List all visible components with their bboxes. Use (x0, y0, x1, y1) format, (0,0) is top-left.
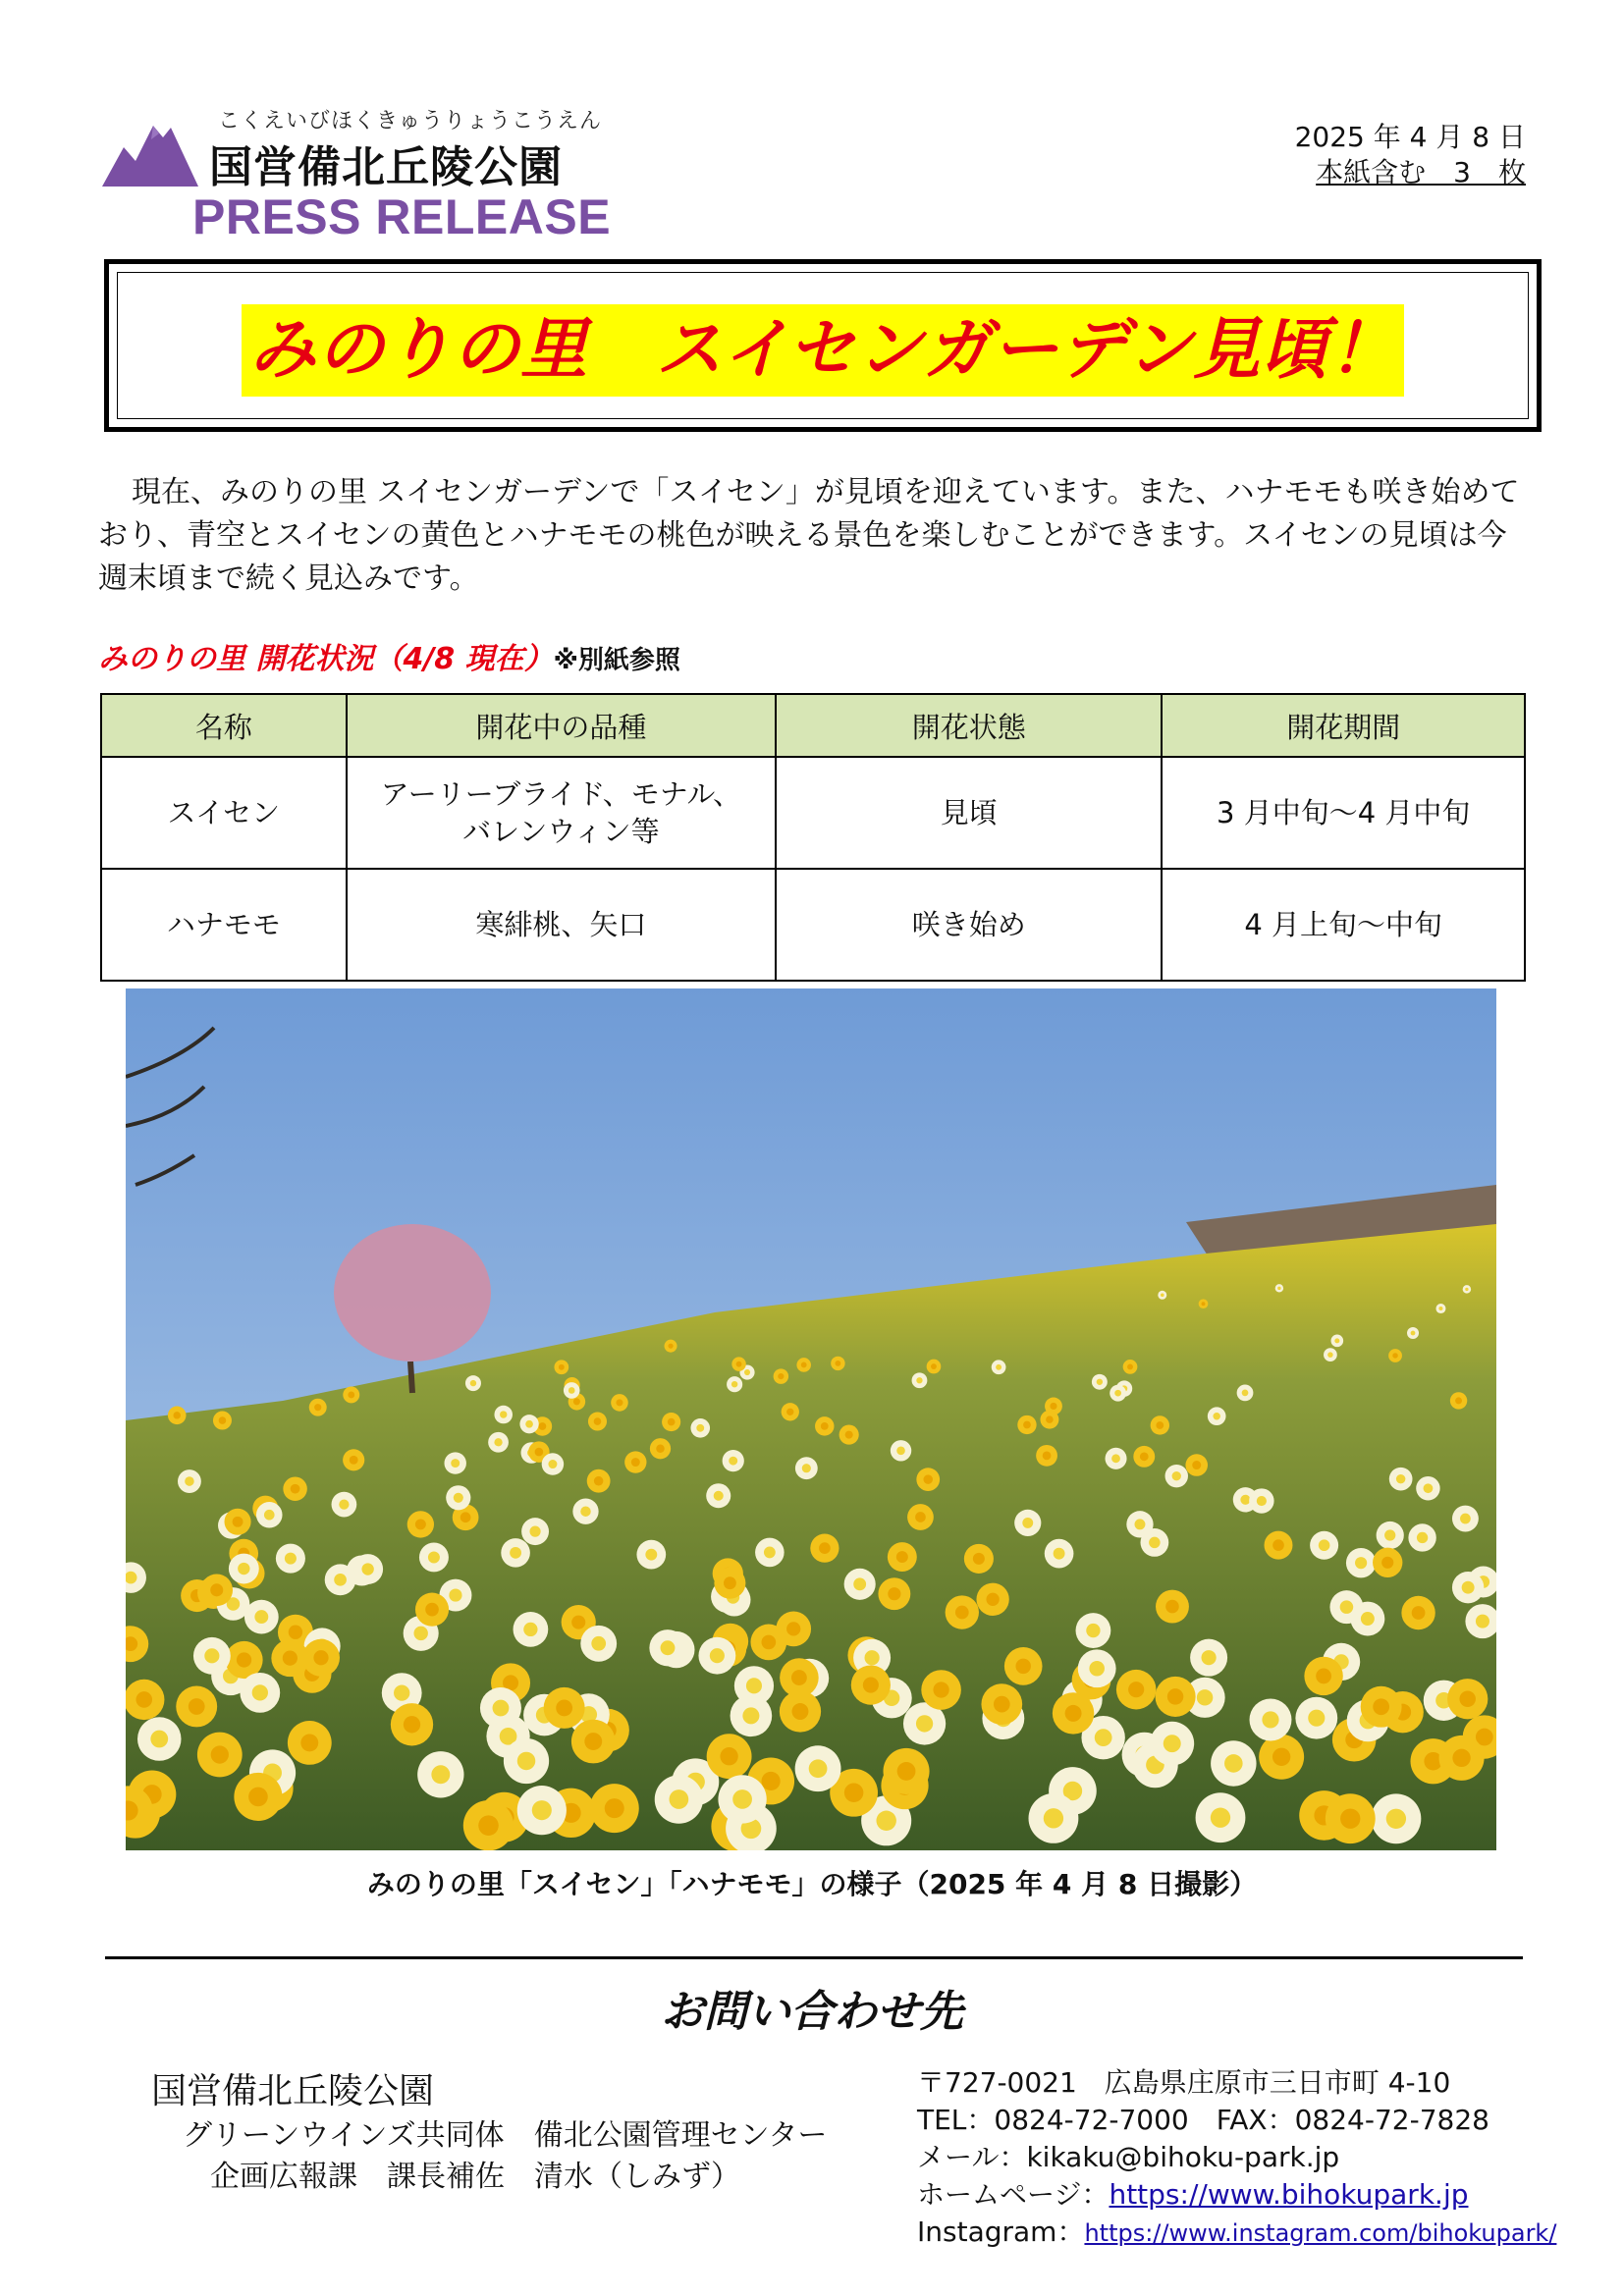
photo-caption: みのりの里「スイセン」「ハナモモ」の様子（2025 年 4 月 8 日撮影） (366, 1868, 1258, 1900)
contact-phone-fax: TEL：0824-72-7000 FAX：0824-72-7828 (917, 2104, 1489, 2136)
park-name-kana: こくえいびほくきゅうりょうこうえん (218, 109, 603, 133)
column-header-period: 開花期間 (1162, 694, 1525, 757)
website-label: ホームページ： (917, 2178, 1110, 2211)
column-header-state: 開花状態 (776, 694, 1162, 757)
cell-period: 4 月上旬〜中旬 (1162, 869, 1525, 981)
cell-period: 3 月中旬〜4 月中旬 (1162, 757, 1525, 869)
instagram-link[interactable]: https://www.instagram.com/bihokupark/ (1084, 2219, 1557, 2247)
cell-variety (347, 757, 776, 869)
cell-name: スイセン (101, 757, 347, 869)
bloom-status-note: ※別紙参照 (553, 646, 680, 675)
cell-state: 見頃 (776, 757, 1162, 869)
bloom-status-heading (98, 634, 680, 677)
contact-email-line (917, 2136, 1339, 2175)
cell-name: ハナモモ (101, 869, 347, 981)
contact-heading: お問い合わせ先 (661, 1987, 963, 2037)
email-address: kikaku@bihoku-park.jp (1026, 2141, 1340, 2173)
page-title: みのりの里 スイセンガーデン見頃！ (242, 304, 1404, 397)
column-header-name: 名称 (101, 694, 347, 757)
column-header-variety: 開花中の品種 (347, 694, 776, 757)
press-release-label: PRESS RELEASE (192, 189, 612, 244)
contact-org-department: グリーンウインズ共同体 備北公園管理センター (183, 2118, 828, 2153)
contact-person: 企画広報課 課長補佐 清水（しみず） (210, 2160, 740, 2194)
page-count: 本紙含む 3 枚 (1316, 156, 1526, 188)
contact-instagram-line (917, 2211, 1556, 2250)
website-link[interactable]: https://www.bihokupark.jp (1109, 2178, 1469, 2211)
table-row (101, 869, 1525, 981)
bloom-status-title: みのりの里 開花状況（4/8 現在） (98, 642, 554, 676)
cell-variety-line: アーリーブライド、モナル、 (380, 777, 742, 811)
park-name: 国営備北丘陵公園 (209, 142, 563, 192)
cell-variety: 寒緋桃、矢口 (347, 869, 776, 981)
email-label: メール： (917, 2141, 1027, 2173)
contact-address: 〒727-0021 広島県庄原市三日市町 4-10 (917, 2066, 1451, 2099)
park-logo-mark (102, 118, 200, 188)
table-header-row (101, 694, 1525, 757)
daffodil-field-photo (126, 988, 1496, 1850)
bloom-status-table (100, 693, 1526, 982)
cell-variety-line: バレンウィン等 (462, 815, 660, 848)
lead-paragraph: 現在、みのりの里 スイセンガーデンで「スイセン」が見頃を迎えています。また、ハナモモも咲き始めており、青空とスイセンの黄色とハナモモの桃色が映える景色を楽しむことができます。スイセンの見頃は今週末頃まで続く見込みです。 (98, 475, 1520, 596)
instagram-label: Instagram： (917, 2216, 1085, 2248)
contact-website-line (917, 2173, 1469, 2213)
table-row (101, 757, 1525, 869)
contact-divider (105, 1956, 1523, 1959)
cell-state: 咲き始め (776, 869, 1162, 981)
issue-date: 2025 年 4 月 8 日 (1294, 121, 1526, 153)
contact-org-name: 国営備北丘陵公園 (151, 2071, 435, 2111)
